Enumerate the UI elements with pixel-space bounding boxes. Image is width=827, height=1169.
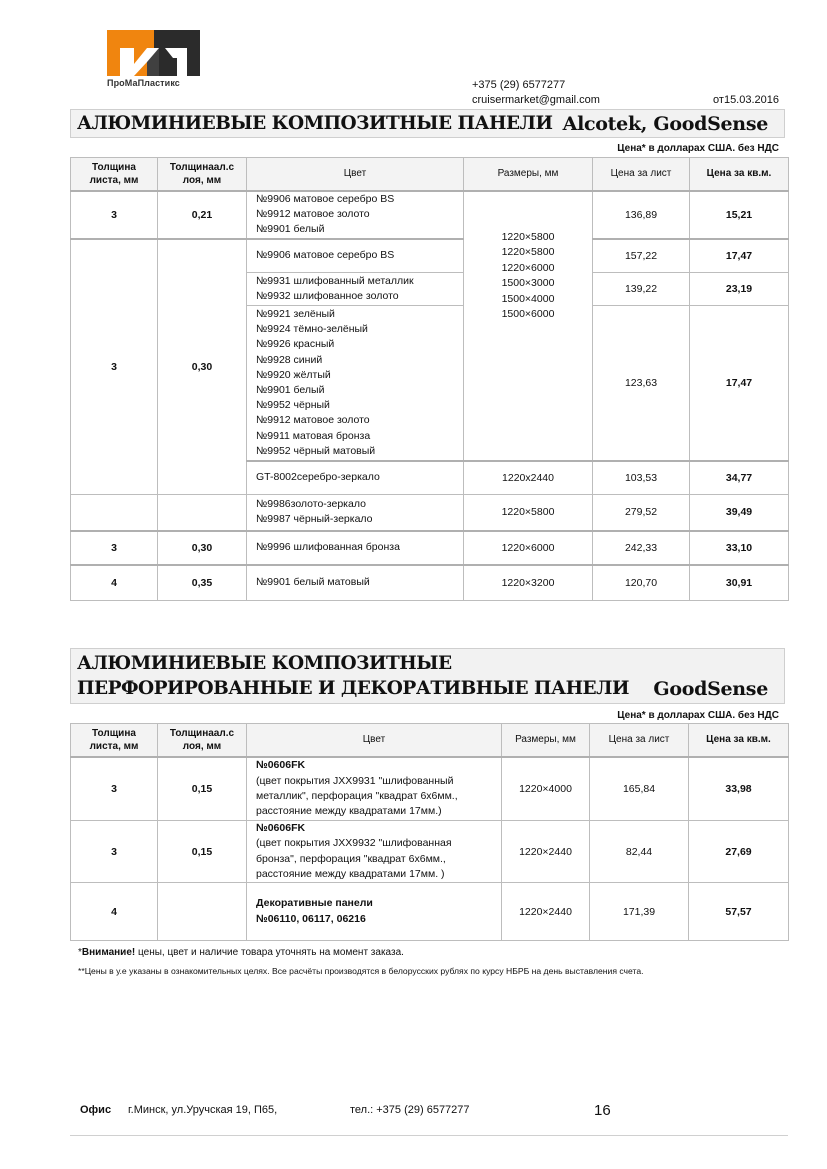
thickness-cell: 3 <box>71 821 158 883</box>
size-cell: 1220×2440 <box>502 821 590 883</box>
price-sqm-cell: 15,21 <box>690 191 789 239</box>
price-sqm-cell: 30,91 <box>690 565 789 601</box>
section2-title-box <box>70 648 785 704</box>
table-row <box>71 191 789 239</box>
thickness-cell: 4 <box>71 883 158 941</box>
thickness-cell: 3 <box>71 531 158 565</box>
layer-cell <box>158 495 247 531</box>
attention-note: *Внимание! цены, цвет и наличие товара уточнять на момент заказа. <box>78 947 404 958</box>
currency-note: **Цены в у.е указаны в ознакомительных целях. Все расчёты производятся в белорусских рублях по курсу НБРБ на день выставления счета. <box>78 966 644 976</box>
col-price-sqm: Цена за кв.м. <box>689 724 789 757</box>
price-sqm-cell: 17,47 <box>690 306 789 461</box>
header-phone: +375 (29) 6577277 <box>472 79 566 91</box>
color-cell: №9986золото-зеркало №9987 чёрный-зеркало <box>247 495 464 531</box>
col-thickness: Толщина листа, мм <box>71 724 158 757</box>
logo-mark-icon <box>107 30 200 76</box>
page-number: 16 <box>594 1102 611 1119</box>
footer-divider <box>70 1135 788 1136</box>
color-cell: №9996 шлифованная бронза <box>247 531 464 565</box>
price-sheet-cell: 120,70 <box>593 565 690 601</box>
color-cell: №9901 белый матовый <box>247 565 464 601</box>
layer-cell: 0,21 <box>158 191 247 239</box>
price-sheet-cell: 123,63 <box>593 306 690 461</box>
color-cell: №9906 матовое серебро BS №9912 матовое золото №9901 белый <box>247 191 464 239</box>
col-color: Цвет <box>247 724 502 757</box>
price-date: от15.03.2016 <box>713 94 779 106</box>
layer-cell: 0,15 <box>158 821 247 883</box>
price-sheet-cell: 139,22 <box>593 273 690 306</box>
layer-cell: 0,35 <box>158 565 247 601</box>
thickness-cell: 4 <box>71 565 158 601</box>
col-sizes: Размеры, мм <box>464 158 593 191</box>
section1-title-box <box>70 109 785 138</box>
price-sheet-cell: 242,33 <box>593 531 690 565</box>
section2-title-line1: АЛЮМИНИЕВЫЕ КОМПОЗИТНЫЕ <box>77 653 452 674</box>
table-header-row <box>71 158 789 191</box>
table-row <box>71 757 789 821</box>
section2-brand: GoodSense <box>653 678 768 700</box>
price-table-2 <box>70 723 789 941</box>
price-sheet-cell: 165,84 <box>590 757 689 821</box>
col-layer: Толщинаал.с лоя, мм <box>158 724 247 757</box>
table-row <box>71 821 789 883</box>
table-header-row <box>71 724 789 757</box>
color-cell: №9921 зелёный №9924 тёмно-зелёный №9926 красный №9928 синий №9920 жёлтый №9901 белый №9952 чёрный №9912 матовое золото №9911 матовая бронза №9952 чёрный матовый <box>247 306 464 461</box>
price-sqm-cell: 57,57 <box>689 883 789 941</box>
col-price-sheet: Цена за лист <box>593 158 690 191</box>
section2-title-line2: ПЕРФОРИРОВАННЫЕ И ДЕКОРАТИВНЫЕ ПАНЕЛИ <box>77 678 629 699</box>
thickness-cell: 3 <box>71 191 158 239</box>
size-cell: 1220×6000 <box>464 531 593 565</box>
section2-price-note: Цена* в долларах США. без НДС <box>617 710 779 721</box>
col-layer: Толщинаал.с лоя, мм <box>158 158 247 191</box>
layer-cell: 0,30 <box>158 531 247 565</box>
size-cell: 1220×4000 <box>502 757 590 821</box>
table-row <box>71 239 789 273</box>
footer-office-label: Офис <box>80 1104 112 1116</box>
col-color: Цвет <box>247 158 464 191</box>
col-price-sqm: Цена за кв.м. <box>690 158 789 191</box>
size-cell: 1220×3200 <box>464 565 593 601</box>
logo-text: ПроМаПластикс <box>107 78 180 88</box>
layer-cell: 0,15 <box>158 757 247 821</box>
price-sheet-cell: 103,53 <box>593 461 690 495</box>
price-sheet-cell: 82,44 <box>590 821 689 883</box>
price-sheet-cell: 279,52 <box>593 495 690 531</box>
size-cell: 1220×5800 <box>464 495 593 531</box>
size-cell: 1220x2440 <box>464 461 593 495</box>
thickness-cell <box>71 495 158 531</box>
color-cell: №0606FK (цвет покрытия JXX9932 "шлифованная бронза", перфорация "квадрат 6х6мм., расстояние между квадратами 17мм. ) <box>247 821 502 883</box>
price-sqm-cell: 34,77 <box>690 461 789 495</box>
company-logo <box>107 30 200 76</box>
table-row <box>71 531 789 565</box>
col-price-sheet: Цена за лист <box>590 724 689 757</box>
price-table-1 <box>70 157 789 601</box>
sizes-cell: 1220×5800 1220×5800 1220×6000 1500×3000 1500×4000 1500×6000 <box>464 191 593 461</box>
price-sqm-cell: 33,98 <box>689 757 789 821</box>
price-sheet-cell: 157,22 <box>593 239 690 273</box>
table-row <box>71 565 789 601</box>
layer-cell: 0,30 <box>158 239 247 495</box>
section1-brand: Alcotek, GoodSense <box>562 113 768 135</box>
size-cell: 1220×2440 <box>502 883 590 941</box>
price-sheet-cell: 171,39 <box>590 883 689 941</box>
color-cell: Декоративные панели №06110, 06117, 06216 <box>247 883 502 941</box>
price-sqm-cell: 39,49 <box>690 495 789 531</box>
color-cell: №9906 матовое серебро BS <box>247 239 464 273</box>
color-cell: GT-8002серебро-зеркало <box>247 461 464 495</box>
color-cell: №9931 шлифованный металлик №9932 шлифованное золото <box>247 273 464 306</box>
table-row <box>71 495 789 531</box>
price-sqm-cell: 33,10 <box>690 531 789 565</box>
thickness-cell: 3 <box>71 239 158 495</box>
section1-price-note: Цена* в долларах США. без НДС <box>617 143 779 154</box>
footer-phone: тел.: +375 (29) 6577277 <box>350 1104 470 1116</box>
color-cell: №0606FK (цвет покрытия JXX9931 "шлифованный металлик", перфорация "квадрат 6х6мм., расстояние между квадратами 17мм.) <box>247 757 502 821</box>
col-sizes: Размеры, мм <box>502 724 590 757</box>
header-email: cruisermarket@gmail.com <box>472 94 600 106</box>
footer-address: г.Минск, ул.Уручская 19, П65, <box>128 1104 278 1116</box>
table-row <box>71 883 789 941</box>
price-sheet-cell: 136,89 <box>593 191 690 239</box>
section1-title: АЛЮМИНИЕВЫЕ КОМПОЗИТНЫЕ ПАНЕЛИ <box>77 113 553 134</box>
price-sqm-cell: 27,69 <box>689 821 789 883</box>
layer-cell <box>158 883 247 941</box>
price-sqm-cell: 23,19 <box>690 273 789 306</box>
thickness-cell: 3 <box>71 757 158 821</box>
price-sqm-cell: 17,47 <box>690 239 789 273</box>
col-thickness: Толщина листа, мм <box>71 158 158 191</box>
